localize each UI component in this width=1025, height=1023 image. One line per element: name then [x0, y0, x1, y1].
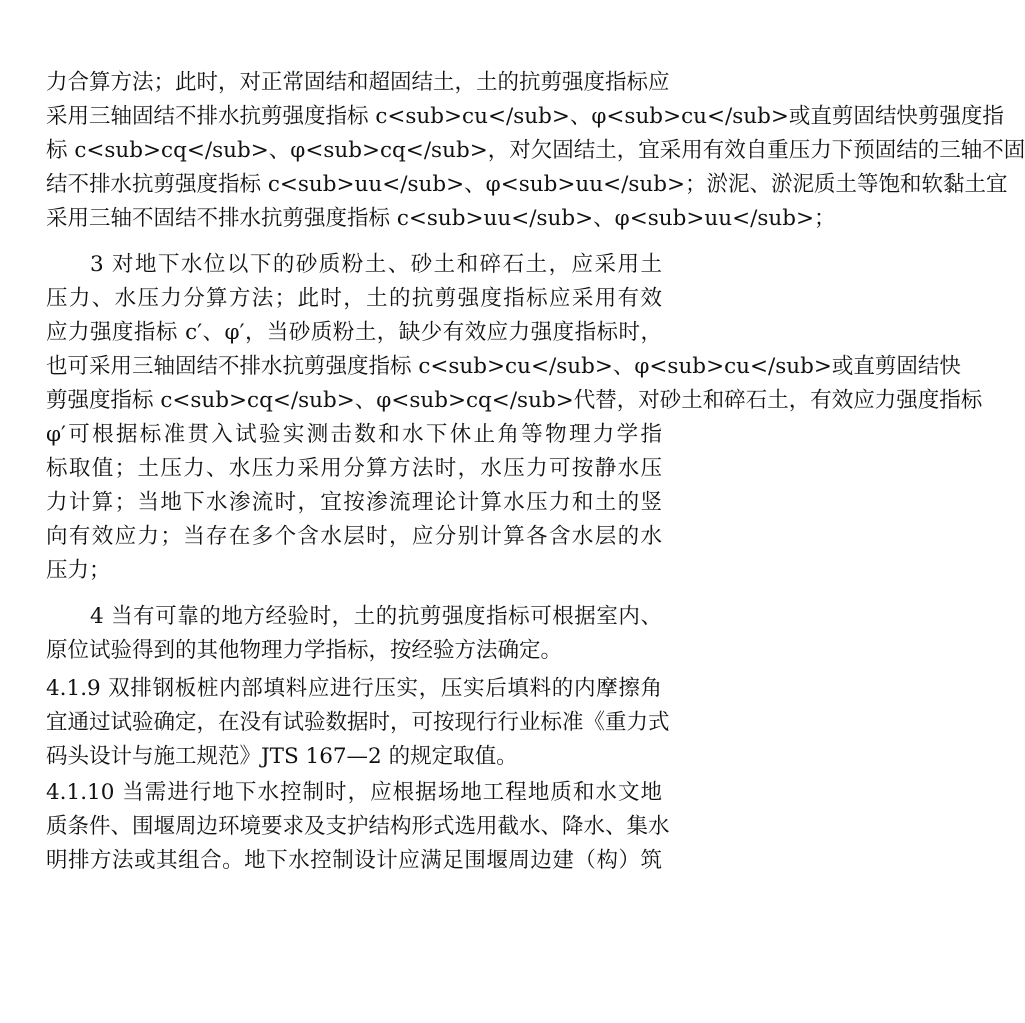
body-line: 压力； [46, 558, 111, 583]
body-line: 采用三轴不固结不排水抗剪强度指标 c<sub>uu</sub>、φ<sub>uu</sub>； [46, 206, 836, 231]
body-line: 向有效应力；当存在多个含水层时，应分别计算各含水层的水 [46, 524, 662, 549]
body-line: 标取值；土压力、水压力采用分算方法时，水压力可按静水压 [46, 456, 662, 481]
body-line: 宜通过试验确定，在没有试验数据时，可按现行行业标准《重力式 [46, 710, 670, 735]
body-line: 也可采用三轴固结不排水抗剪强度指标 c<sub>cu</sub>、φ<sub>cu</sub>或直剪固结快 [46, 354, 961, 379]
body-line: 原位试验得到的其他物理力学指标，按经验方法确定。 [46, 638, 563, 663]
body-line: 明排方法或其组合。地下水控制设计应满足围堰周边建（构）筑 [46, 848, 662, 873]
body-line: 采用三轴固结不排水抗剪强度指标 c<sub>cu</sub>、φ<sub>cu</sub>或直剪固结快剪强度指 [46, 104, 1004, 129]
body-line: 剪强度指标 c<sub>cq</sub>、φ<sub>cq</sub>代替，对砂土和碎石土，有效应力强度指标 [46, 388, 983, 413]
clause-4-1-10: 4.1.10 当需进行地下水控制时，应根据场地工程地质和水文地 [46, 780, 662, 805]
body-line: 力合算方法；此时，对正常固结和超固结土，土的抗剪强度指标应 [46, 70, 670, 95]
clause-4-1-9: 4.1.9 双排钢板桩内部填料应进行压实，压实后填料的内摩擦角 [46, 676, 662, 701]
body-line: 3 对地下水位以下的砂质粉土、砂土和碎石土，应采用土 [90, 252, 662, 277]
body-line: 质条件、围堰周边环境要求及支护结构形式选用截水、降水、集水 [46, 814, 670, 839]
body-line: 标 c<sub>cq</sub>、φ<sub>cq</sub>，对欠固结土，宜采用有效自重压力下预固结的三轴不固 [46, 138, 1025, 163]
body-line: 码头设计与施工规范》JTS 167—2 的规定取值。 [46, 744, 518, 769]
body-line: φ′可根据标准贯入试验实测击数和水下休止角等物理力学指 [46, 422, 662, 447]
body-line: 应力强度指标 c′、φ′，当砂质粉土，缺少有效应力强度指标时， [46, 320, 662, 345]
body-line: 压力、水压力分算方法；此时，土的抗剪强度指标应采用有效 [46, 286, 662, 311]
body-line: 力计算；当地下水渗流时，宜按渗流理论计算水压力和土的竖 [46, 490, 662, 515]
body-line: 结不排水抗剪强度指标 c<sub>uu</sub>、φ<sub>uu</sub>；淤泥、淤泥质土等饱和软黏土宜 [46, 172, 1008, 197]
body-line: 4 当有可靠的地方经验时，土的抗剪强度指标可根据室内、 [90, 604, 662, 629]
